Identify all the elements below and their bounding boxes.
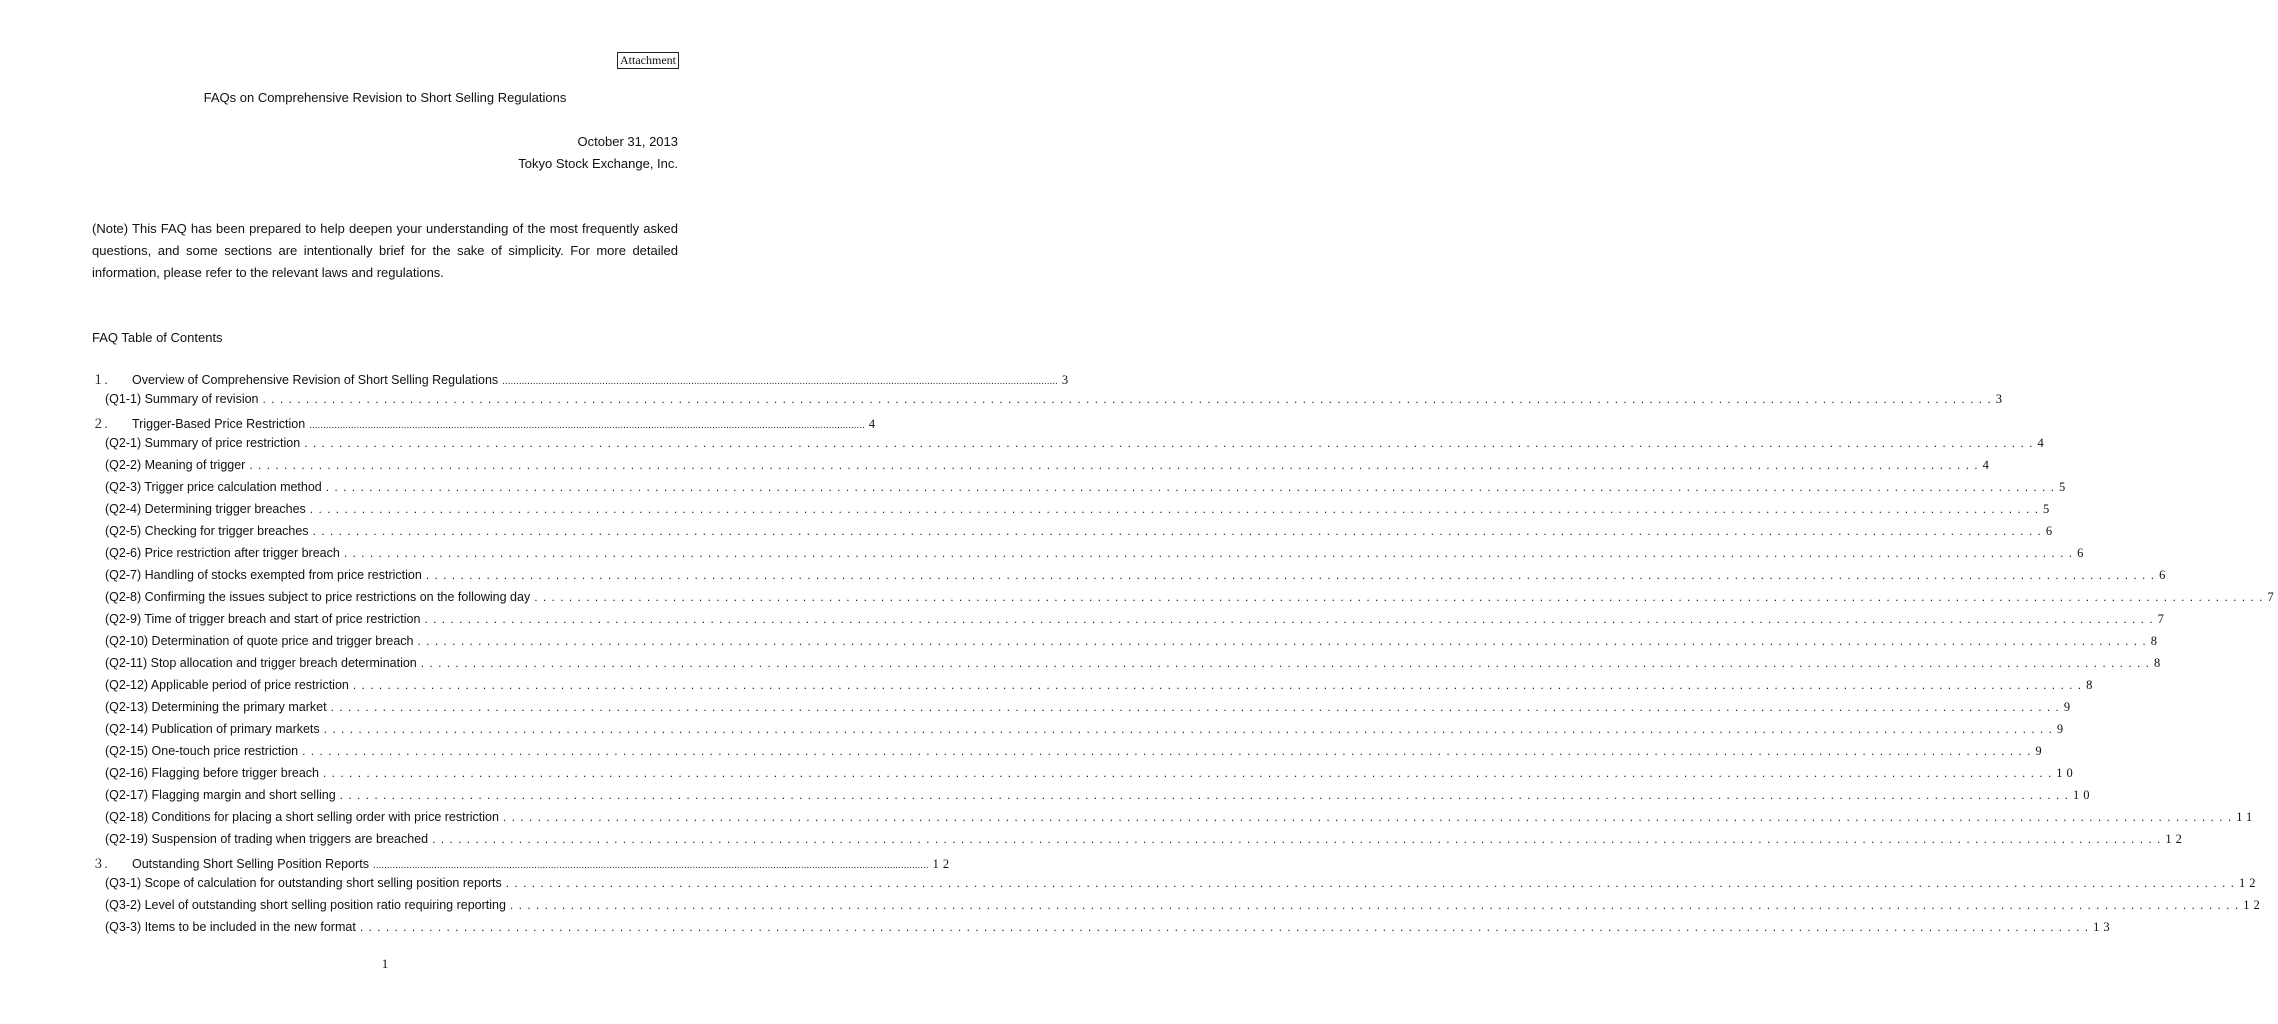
toc-leader-dots: . . . . . . . . . . . . . . . . . . . . . . . . . . . . . . . . . . . . . . . . . . . . . . . . . . . . . . . . . . . . . . . . . . . . . . . . . . . . . . . . . . . . . . . . . . . . . . . . . . . . . . . . . . . . . . . . . . . . . . . . . . . . . . . . . . . . . . . . . . . . . . . . . . . . . . . . . . . . . . . . . . . . . . . . . . . . . . . . . . . . . . . . . . . . . . . . . . . . . . . . bbox=[417, 634, 2147, 648]
toc-page-number: 4 bbox=[2037, 436, 2048, 450]
toc-page-number: 9 bbox=[2056, 722, 2068, 736]
toc-heading: FAQ Table of Contents bbox=[92, 330, 223, 345]
toc-item-row bbox=[92, 436, 2048, 458]
toc-item-row bbox=[92, 392, 2007, 414]
toc-page-number: 4 bbox=[1982, 458, 1993, 472]
toc-page-number: 6 bbox=[2045, 524, 2057, 538]
toc-item-row bbox=[92, 810, 2257, 832]
toc-page-number: 8 bbox=[2150, 634, 2162, 648]
toc-leader-dots: . . . . . . . . . . . . . . . . . . . . . . . . . . . . . . . . . . . . . . . . . . . . . . . . . . . . . . . . . . . . . . . . . . . . . . . . . . . . . . . . . . . . . . . . . . . . . . . . . . . . . . . . . . . . . . . . . . . . . . . . . . . . . . . . . . . . . . . . . . . . . . . . . . . . . . . . . . . . . . . . . . . . . . . . . . . . . . . . . . . . . . . . . . . . . . . . . . . . . . . . bbox=[325, 480, 2056, 494]
toc-item-row bbox=[92, 568, 2170, 590]
attachment-label: Attachment bbox=[617, 52, 679, 69]
toc-entry-label: (Q1-1) Summary of revision bbox=[105, 392, 259, 406]
toc-item-row bbox=[92, 634, 2162, 656]
toc-item-row bbox=[92, 766, 2077, 788]
toc-section-row bbox=[92, 414, 880, 436]
toc-entry-label: (Q2-1) Summary of price restriction bbox=[105, 436, 301, 450]
toc-page-number: 11 bbox=[2236, 810, 2257, 824]
toc-page-number: 9 bbox=[2035, 744, 2046, 758]
toc-leader-dots: . . . . . . . . . . . . . . . . . . . . . . . . . . . . . . . . . . . . . . . . . . . . . . . . . . . . . . . . . . . . . . . . . . . . . . . . . . . . . . . . . . . . . . . . . . . . . . . . . . . . . . . . . . . . . . . . . . . . . . . . . . . . . . . . . . . . . . . . . . . . . . . . . . . . . . . . . . . . . . . . . . . . . . . . . . . . . . . . . . . . . . . . . . . . . . . . . . . . . . . . bbox=[343, 546, 2074, 560]
toc-entry-label: (Q2-15) One-touch price restriction bbox=[105, 744, 299, 758]
toc-leader-dots: . . . . . . . . . . . . . . . . . . . . . . . . . . . . . . . . . . . . . . . . . . . . . . . . . . . . . . . . . . . . . . . . . . . . . . . . . . . . . . . . . . . . . . . . . . . . . . . . . . . . . . . . . . . . . . . . . . . . . . . . . . . . . . . . . . . . . . . . . . . . . . . . . . . . . . . . . . . . . . . . . . . . . . . . . . . . . . . . . . . . . . . . . . . . . . . . . . . . . . . . bbox=[262, 392, 1992, 406]
toc-entry-label: (Q2-16) Flagging before trigger breach bbox=[105, 766, 320, 780]
toc-item-row bbox=[92, 524, 2057, 546]
toc-page-number: 12 bbox=[2243, 898, 2264, 912]
toc-item-row bbox=[92, 678, 2097, 700]
toc-page-number: 8 bbox=[2154, 656, 2165, 670]
toc-item-row bbox=[92, 480, 2070, 502]
toc-leader-dots: . . . . . . . . . . . . . . . . . . . . . . . . . . . . . . . . . . . . . . . . . . . . . . . . . . . . . . . . . . . . . . . . . . . . . . . . . . . . . . . . . . . . . . . . . . . . . . . . . . . . . . . . . . . . . . . . . . . . . . . . . . . . . . . . . . . . . . . . . . . . . . . . . . . . . . . . . . . . . . . . . . . . . . . . . . . . . . . . . . . . . . . . . . . . . . . . . . . . . . . . bbox=[302, 744, 2032, 758]
toc-entry-label: Trigger-Based Price Restriction bbox=[132, 417, 306, 431]
toc-page-number: 10 bbox=[2056, 766, 2077, 780]
toc-entry-label: (Q2-3) Trigger price calculation method bbox=[105, 480, 322, 494]
toc-section-row bbox=[92, 370, 1073, 392]
toc-item-row bbox=[92, 898, 2264, 920]
toc-page-number: 6 bbox=[2159, 568, 2170, 582]
toc-item-row bbox=[92, 832, 2186, 854]
toc-leader-dots: ........................................................................................................................................................................................................ bbox=[502, 376, 1058, 387]
toc-item-row bbox=[92, 458, 1993, 480]
document-date: October 31, 2013 bbox=[577, 134, 678, 149]
toc-entry-label: (Q2-10) Determination of quote price and trigger breach bbox=[105, 634, 414, 648]
note-paragraph: (Note) This FAQ has been prepared to help deepen your understanding of the most frequently asked questions, and some sections are intentionally brief for the sake of simplicity. For more detailed information, please refer to the relevant laws and regulations. bbox=[92, 221, 678, 280]
toc-entry-label: (Q2-2) Meaning of trigger bbox=[105, 458, 246, 472]
toc-leader-dots: ........................................................................................................................................................................................................ bbox=[309, 420, 865, 431]
toc-entry-label: (Q2-12) Applicable period of price restriction bbox=[105, 678, 349, 692]
toc-leader-dots: . . . . . . . . . . . . . . . . . . . . . . . . . . . . . . . . . . . . . . . . . . . . . . . . . . . . . . . . . . . . . . . . . . . . . . . . . . . . . . . . . . . . . . . . . . . . . . . . . . . . . . . . . . . . . . . . . . . . . . . . . . . . . . . . . . . . . . . . . . . . . . . . . . . . . . . . . . . . . . . . . . . . . . . . . . . . . . . . . . . . . . . . . . . . . . . . . . . . . . . . bbox=[509, 898, 2240, 912]
toc-entry-label: (Q2-6) Price restriction after trigger breach bbox=[105, 546, 340, 560]
toc-entry-label: (Q2-11) Stop allocation and trigger breach determination bbox=[105, 656, 417, 670]
toc-page-number: 8 bbox=[2086, 678, 2097, 692]
toc-section-number: ２. bbox=[92, 417, 108, 431]
toc-entry-label: (Q2-14) Publication of primary markets bbox=[105, 722, 320, 736]
toc-leader-dots: ........................................................................................................................................................................................................ bbox=[372, 860, 929, 871]
toc-entry-label: (Q2-8) Confirming the issues subject to price restrictions on the following day bbox=[105, 590, 531, 604]
toc-entry-label: (Q2-19) Suspension of trading when triggers are breached bbox=[105, 832, 429, 846]
toc-page-number: 9 bbox=[2063, 700, 2075, 714]
toc-page-number: 12 bbox=[932, 857, 954, 871]
toc-leader-dots: . . . . . . . . . . . . . . . . . . . . . . . . . . . . . . . . . . . . . . . . . . . . . . . . . . . . . . . . . . . . . . . . . . . . . . . . . . . . . . . . . . . . . . . . . . . . . . . . . . . . . . . . . . . . . . . . . . . . . . . . . . . . . . . . . . . . . . . . . . . . . . . . . . . . . . . . . . . . . . . . . . . . . . . . . . . . . . . . . . . . . . . . . . . . . . . . . . . . . . . . bbox=[330, 700, 2060, 714]
toc-leader-dots: . . . . . . . . . . . . . . . . . . . . . . . . . . . . . . . . . . . . . . . . . . . . . . . . . . . . . . . . . . . . . . . . . . . . . . . . . . . . . . . . . . . . . . . . . . . . . . . . . . . . . . . . . . . . . . . . . . . . . . . . . . . . . . . . . . . . . . . . . . . . . . . . . . . . . . . . . . . . . . . . . . . . . . . . . . . . . . . . . . . . . . . . . . . . . . . . . . . . . . . . bbox=[304, 436, 2034, 450]
toc-entry-label: (Q2-4) Determining trigger breaches bbox=[105, 502, 306, 516]
toc-leader-dots: . . . . . . . . . . . . . . . . . . . . . . . . . . . . . . . . . . . . . . . . . . . . . . . . . . . . . . . . . . . . . . . . . . . . . . . . . . . . . . . . . . . . . . . . . . . . . . . . . . . . . . . . . . . . . . . . . . . . . . . . . . . . . . . . . . . . . . . . . . . . . . . . . . . . . . . . . . . . . . . . . . . . . . . . . . . . . . . . . . . . . . . . . . . . . . . . . . . . . . . . bbox=[359, 920, 2090, 934]
toc-leader-dots: . . . . . . . . . . . . . . . . . . . . . . . . . . . . . . . . . . . . . . . . . . . . . . . . . . . . . . . . . . . . . . . . . . . . . . . . . . . . . . . . . . . . . . . . . . . . . . . . . . . . . . . . . . . . . . . . . . . . . . . . . . . . . . . . . . . . . . . . . . . . . . . . . . . . . . . . . . . . . . . . . . . . . . . . . . . . . . . . . . . . . . . . . . . . . . . . . . . . . . . . bbox=[424, 612, 2154, 626]
toc-item-row bbox=[92, 788, 2094, 810]
toc-item-row bbox=[92, 744, 2046, 766]
toc-leader-dots: . . . . . . . . . . . . . . . . . . . . . . . . . . . . . . . . . . . . . . . . . . . . . . . . . . . . . . . . . . . . . . . . . . . . . . . . . . . . . . . . . . . . . . . . . . . . . . . . . . . . . . . . . . . . . . . . . . . . . . . . . . . . . . . . . . . . . . . . . . . . . . . . . . . . . . . . . . . . . . . . . . . . . . . . . . . . . . . . . . . . . . . . . . . . . . . . . . . . . . . . bbox=[534, 590, 2264, 604]
toc-leader-dots: . . . . . . . . . . . . . . . . . . . . . . . . . . . . . . . . . . . . . . . . . . . . . . . . . . . . . . . . . . . . . . . . . . . . . . . . . . . . . . . . . . . . . . . . . . . . . . . . . . . . . . . . . . . . . . . . . . . . . . . . . . . . . . . . . . . . . . . . . . . . . . . . . . . . . . . . . . . . . . . . . . . . . . . . . . . . . . . . . . . . . . . . . . . . . . . . . . . . . . . . bbox=[420, 656, 2151, 670]
toc-entry-label: (Q2-9) Time of trigger breach and start of price restriction bbox=[105, 612, 421, 626]
toc-item-row bbox=[92, 546, 2088, 568]
toc-leader-dots: . . . . . . . . . . . . . . . . . . . . . . . . . . . . . . . . . . . . . . . . . . . . . . . . . . . . . . . . . . . . . . . . . . . . . . . . . . . . . . . . . . . . . . . . . . . . . . . . . . . . . . . . . . . . . . . . . . . . . . . . . . . . . . . . . . . . . . . . . . . . . . . . . . . . . . . . . . . . . . . . . . . . . . . . . . . . . . . . . . . . . . . . . . . . . . . . . . . . . . . . bbox=[502, 810, 2233, 824]
toc-leader-dots: . . . . . . . . . . . . . . . . . . . . . . . . . . . . . . . . . . . . . . . . . . . . . . . . . . . . . . . . . . . . . . . . . . . . . . . . . . . . . . . . . . . . . . . . . . . . . . . . . . . . . . . . . . . . . . . . . . . . . . . . . . . . . . . . . . . . . . . . . . . . . . . . . . . . . . . . . . . . . . . . . . . . . . . . . . . . . . . . . . . . . . . . . . . . . . . . . . . . . . . . bbox=[352, 678, 2083, 692]
toc-entry-label: (Q2-7) Handling of stocks exempted from price restriction bbox=[105, 568, 422, 582]
toc-leader-dots: . . . . . . . . . . . . . . . . . . . . . . . . . . . . . . . . . . . . . . . . . . . . . . . . . . . . . . . . . . . . . . . . . . . . . . . . . . . . . . . . . . . . . . . . . . . . . . . . . . . . . . . . . . . . . . . . . . . . . . . . . . . . . . . . . . . . . . . . . . . . . . . . . . . . . . . . . . . . . . . . . . . . . . . . . . . . . . . . . . . . . . . . . . . . . . . . . . . . . . . . bbox=[425, 568, 2156, 582]
toc-page-number: 12 bbox=[2165, 832, 2186, 846]
toc-section-row bbox=[92, 854, 954, 876]
toc-leader-dots: . . . . . . . . . . . . . . . . . . . . . . . . . . . . . . . . . . . . . . . . . . . . . . . . . . . . . . . . . . . . . . . . . . . . . . . . . . . . . . . . . . . . . . . . . . . . . . . . . . . . . . . . . . . . . . . . . . . . . . . . . . . . . . . . . . . . . . . . . . . . . . . . . . . . . . . . . . . . . . . . . . . . . . . . . . . . . . . . . . . . . . . . . . . . . . . . . . . . . . . . bbox=[505, 876, 2236, 890]
toc-item-row bbox=[92, 590, 2278, 612]
toc-page-number: 12 bbox=[2239, 876, 2260, 890]
page-number: 1 bbox=[381, 956, 389, 971]
toc-item-row bbox=[92, 722, 2068, 744]
toc-leader-dots: . . . . . . . . . . . . . . . . . . . . . . . . . . . . . . . . . . . . . . . . . . . . . . . . . . . . . . . . . . . . . . . . . . . . . . . . . . . . . . . . . . . . . . . . . . . . . . . . . . . . . . . . . . . . . . . . . . . . . . . . . . . . . . . . . . . . . . . . . . . . . . . . . . . . . . . . . . . . . . . . . . . . . . . . . . . . . . . . . . . . . . . . . . . . . . . . . . . . . . . . bbox=[323, 722, 2053, 736]
toc-item-row bbox=[92, 612, 2168, 634]
toc-page-number: 7 bbox=[2157, 612, 2168, 626]
toc-page-number: 4 bbox=[868, 417, 880, 431]
document-title: FAQs on Comprehensive Revision to Short Selling Regulations bbox=[203, 90, 567, 105]
toc-page-number: 13 bbox=[2093, 920, 2114, 934]
toc-entry-label: Overview of Comprehensive Revision of Short Selling Regulations bbox=[132, 373, 499, 387]
toc-entry-label: (Q3-1) Scope of calculation for outstanding short selling position reports bbox=[105, 876, 502, 890]
toc-section-number: ３. bbox=[92, 857, 108, 871]
toc-leader-dots: . . . . . . . . . . . . . . . . . . . . . . . . . . . . . . . . . . . . . . . . . . . . . . . . . . . . . . . . . . . . . . . . . . . . . . . . . . . . . . . . . . . . . . . . . . . . . . . . . . . . . . . . . . . . . . . . . . . . . . . . . . . . . . . . . . . . . . . . . . . . . . . . . . . . . . . . . . . . . . . . . . . . . . . . . . . . . . . . . . . . . . . . . . . . . . . . . . . . . . . . bbox=[249, 458, 1979, 472]
toc-page-number: 7 bbox=[2267, 590, 2278, 604]
toc-page-number: 5 bbox=[2043, 502, 2054, 516]
toc-leader-dots: . . . . . . . . . . . . . . . . . . . . . . . . . . . . . . . . . . . . . . . . . . . . . . . . . . . . . . . . . . . . . . . . . . . . . . . . . . . . . . . . . . . . . . . . . . . . . . . . . . . . . . . . . . . . . . . . . . . . . . . . . . . . . . . . . . . . . . . . . . . . . . . . . . . . . . . . . . . . . . . . . . . . . . . . . . . . . . . . . . . . . . . . . . . . . . . . . . . . . . . . bbox=[309, 502, 2040, 516]
toc-page-number: 6 bbox=[2077, 546, 2088, 560]
toc-entry-label: (Q3-3) Items to be included in the new format bbox=[105, 920, 356, 934]
organization-name: Tokyo Stock Exchange, Inc. bbox=[518, 156, 678, 171]
toc-item-row bbox=[92, 656, 2165, 678]
toc-page-number: 5 bbox=[2059, 480, 2070, 494]
toc-leader-dots: . . . . . . . . . . . . . . . . . . . . . . . . . . . . . . . . . . . . . . . . . . . . . . . . . . . . . . . . . . . . . . . . . . . . . . . . . . . . . . . . . . . . . . . . . . . . . . . . . . . . . . . . . . . . . . . . . . . . . . . . . . . . . . . . . . . . . . . . . . . . . . . . . . . . . . . . . . . . . . . . . . . . . . . . . . . . . . . . . . . . . . . . . . . . . . . . . . . . . . . . bbox=[339, 788, 2069, 802]
toc-entry-label: (Q2-5) Checking for trigger breaches bbox=[105, 524, 309, 538]
toc-leader-dots: . . . . . . . . . . . . . . . . . . . . . . . . . . . . . . . . . . . . . . . . . . . . . . . . . . . . . . . . . . . . . . . . . . . . . . . . . . . . . . . . . . . . . . . . . . . . . . . . . . . . . . . . . . . . . . . . . . . . . . . . . . . . . . . . . . . . . . . . . . . . . . . . . . . . . . . . . . . . . . . . . . . . . . . . . . . . . . . . . . . . . . . . . . . . . . . . . . . . . . . . bbox=[323, 766, 2053, 780]
toc-entry-label: (Q2-17) Flagging margin and short selling bbox=[105, 788, 336, 802]
toc-page-number: 3 bbox=[1061, 373, 1073, 387]
table-of-contents bbox=[92, 370, 2278, 942]
toc-item-row bbox=[92, 920, 2114, 942]
toc-entry-label: (Q2-13) Determining the primary market bbox=[105, 700, 327, 714]
toc-page-number: 10 bbox=[2072, 788, 2094, 802]
toc-item-row bbox=[92, 700, 2075, 722]
toc-item-row bbox=[92, 502, 2054, 524]
toc-entry-label: (Q3-2) Level of outstanding short selling position ratio requiring reporting bbox=[105, 898, 506, 912]
toc-page-number: 3 bbox=[1995, 392, 2007, 406]
toc-entry-label: Outstanding Short Selling Position Reports bbox=[132, 857, 369, 871]
toc-leader-dots: . . . . . . . . . . . . . . . . . . . . . . . . . . . . . . . . . . . . . . . . . . . . . . . . . . . . . . . . . . . . . . . . . . . . . . . . . . . . . . . . . . . . . . . . . . . . . . . . . . . . . . . . . . . . . . . . . . . . . . . . . . . . . . . . . . . . . . . . . . . . . . . . . . . . . . . . . . . . . . . . . . . . . . . . . . . . . . . . . . . . . . . . . . . . . . . . . . . . . . . . bbox=[312, 524, 2042, 538]
toc-section-number: １. bbox=[92, 373, 108, 387]
toc-entry-label: (Q2-18) Conditions for placing a short selling order with price restriction bbox=[105, 810, 499, 824]
toc-leader-dots: . . . . . . . . . . . . . . . . . . . . . . . . . . . . . . . . . . . . . . . . . . . . . . . . . . . . . . . . . . . . . . . . . . . . . . . . . . . . . . . . . . . . . . . . . . . . . . . . . . . . . . . . . . . . . . . . . . . . . . . . . . . . . . . . . . . . . . . . . . . . . . . . . . . . . . . . . . . . . . . . . . . . . . . . . . . . . . . . . . . . . . . . . . . . . . . . . . . . . . . . bbox=[432, 832, 2162, 846]
toc-item-row bbox=[92, 876, 2260, 898]
